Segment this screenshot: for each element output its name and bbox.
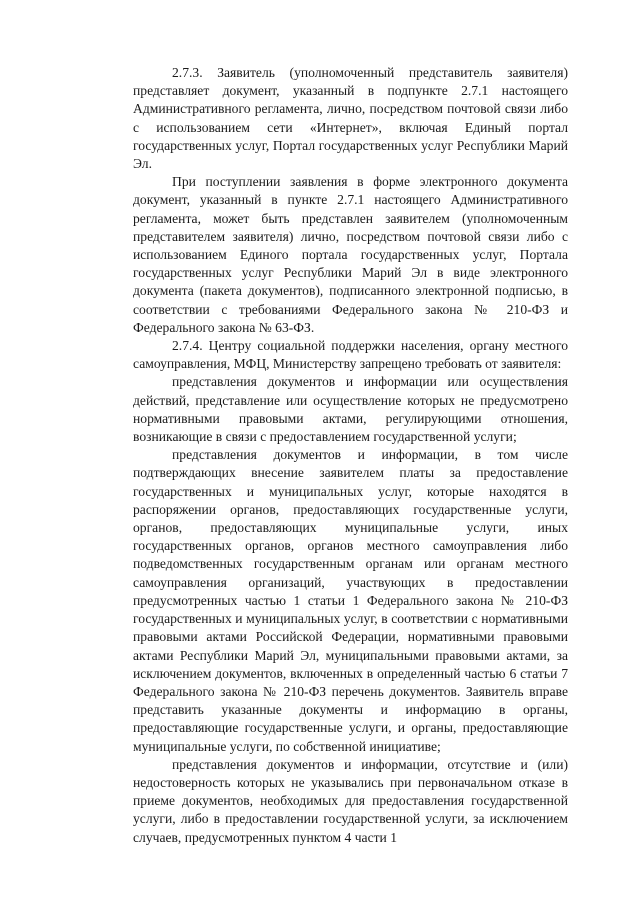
paragraph-2-7-3: 2.7.3. Заявитель (уполномоченный представитель заявителя) представляет документ, указанный в подпункте 2.7.1 настоящего Административного регламента, лично, посредством почтовой связи либо с использованием сети «Интернет», включая Единый портал государственных услуг, Портал государственных услуг Республики Марий Эл. (133, 65, 568, 172)
list-item-prohibition-3: представления документов и информации, отсутствие и (или) недостоверность которых не указывались при первоначальном отказе в приеме документов, необходимых для предоставления государственной услуги, либо в предоставлении государственной услуги, за исключением случаев, предусмотренных пунктом 4 части 1 (133, 756, 568, 845)
paragraph-2-7-4: 2.7.4. Центру социальной поддержки населения, органу местного самоуправления, МФЦ, Министерству запрещено требовать от заявителя: (133, 338, 568, 372)
document-body (133, 64, 568, 847)
paragraph-electronic-submission: При поступлении заявления в форме электронного документа документ, указанный в пункте 2.7.1 настоящего Административного регламента, может быть представлен заявителем (уполномоченным представителем заявителя) лично, посредством почтовой связи либо с использованием Единого портала государственных услуг, Портала государственных услуг Республики Марий Эл в виде электронного документа (пакета документов), подписанного электронной подписью, в соответствии с требованиями Федерального закона № 210-ФЗ и Федерального закона № 63-ФЗ. (133, 174, 568, 335)
list-item-prohibition-2: представления документов и информации, в том числе подтверждающих внесение заявителем платы за предоставление государственных и муниципальных услуг, которые находятся в распоряжении органов, предоставляющих государственные услуги, органов, предоставляющих муниципальные услуги, иных государственных органов, органов местного самоуправления либо подведомственных государственным органам или органам местного самоуправления организаций, участвующих в предоставлении предусмотренных частью 1 статьи 1 Федерального закона № 210-ФЗ государственных и муниципальных услуг, в соответствии с нормативными правовыми актами Российской Федерации, нормативными правовыми актами Республики Марий Эл, муниципальными правовыми актами, за исключением документов, включенных в определенный частью 6 статьи 7 Федерального закона № 210-ФЗ перечень документов. Заявитель вправе представить указанные документы и информацию в органы, предоставляющие государственные услуги, и органы, предоставляющие муниципальные услуги, по собственной инициативе; (133, 447, 568, 754)
list-item-prohibition-1: представления документов и информации или осуществления действий, представление или осуществление которых не предусмотрено нормативными правовыми актами, регулирующими отношения, возникающие в связи с предоставлением государственной услуги; (133, 374, 568, 445)
